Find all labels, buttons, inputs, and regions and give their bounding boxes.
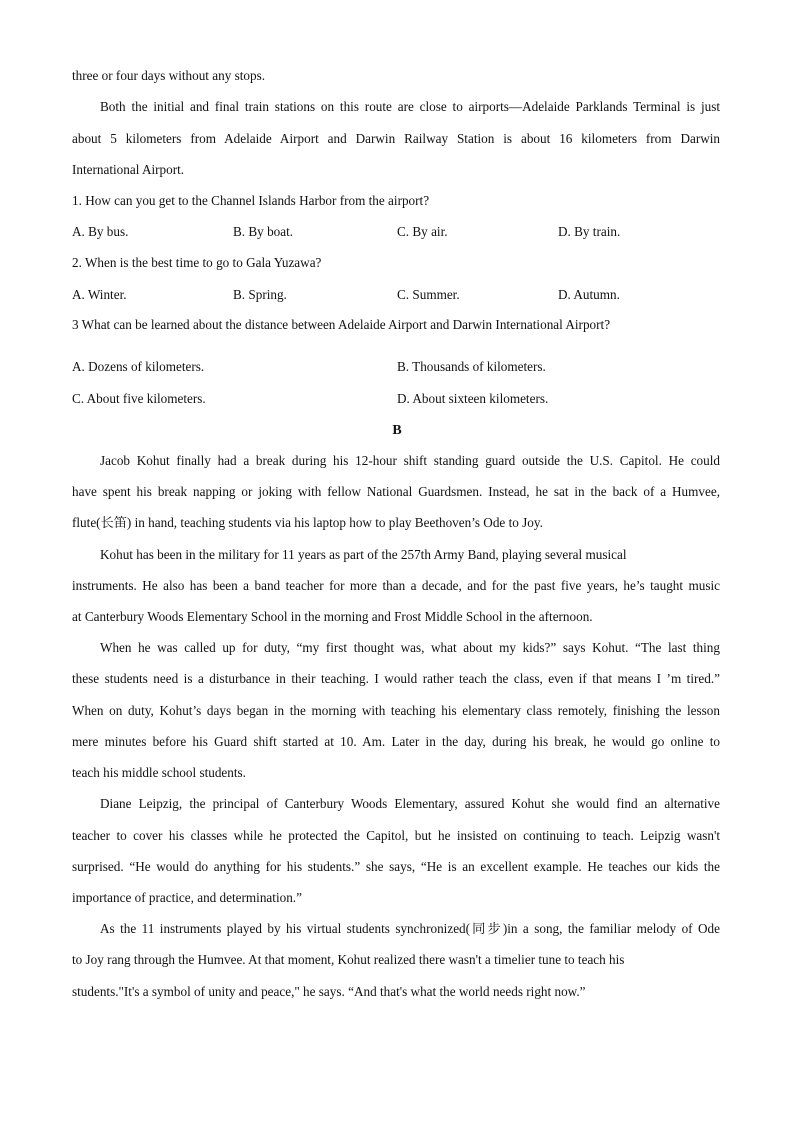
passage-b-line: at Canterbury Woods Elementary School in the morning and Frost Middle School in the afternoon. xyxy=(72,609,593,624)
passage-a-line: three or four days without any stops. xyxy=(72,68,266,83)
passage-b-line: When he was called up for duty, “my first thought was, what about my kids?” says Kohut. “The last thing xyxy=(100,640,720,655)
passage-b-line: Diane Leipzig, the principal of Canterbury Woods Elementary, assured Kohut she would find an alternative xyxy=(100,796,720,811)
passage-b-line: these students need is a disturbance in their teaching. I would rather teach the class, even if that means I ’m tired.” xyxy=(72,671,720,686)
question-1-option-c: C. By air. xyxy=(397,224,448,239)
passage-b-line: surprised. “He would do anything for his students.” she says, “He is an excellent example. He teaches our kids the xyxy=(72,859,720,874)
passage-b-line: importance of practice, and determination.” xyxy=(72,890,302,905)
passage-b-line: have spent his break napping or joking with fellow National Guardsmen. Instead, he sat in the back of a Humvee, xyxy=(72,484,720,499)
passage-a-line: about 5 kilometers from Adelaide Airport and Darwin Railway Station is about 16 kilometers from Darwin xyxy=(72,131,720,146)
passage-b-line: instruments. He also has been a band teacher for more than a decade, and for the past five years, he’s taught music xyxy=(72,578,720,593)
question-1-option-a: A. By bus. xyxy=(72,224,129,239)
passage-b-line: Kohut has been in the military for 11 years as part of the 257th Army Band, playing several musical xyxy=(100,547,627,562)
passage-b-line: flute(长笛) in hand, teaching students via his laptop how to play Beethoven’s Ode to Joy. xyxy=(72,515,543,530)
question-1-option-b: B. By boat. xyxy=(233,224,294,239)
question-2-option-c: C. Summer. xyxy=(397,287,460,302)
question-1-option-d: D. By train. xyxy=(558,224,621,239)
question-3-option-d: D. About sixteen kilometers. xyxy=(397,391,549,406)
question-2-stem: 2. When is the best time to go to Gala Yuzawa? xyxy=(72,255,322,270)
passage-b-line: Jacob Kohut finally had a break during his 12-hour shift standing guard outside the U.S. Capitol. He could xyxy=(100,453,720,468)
question-3-option-a: A. Dozens of kilometers. xyxy=(72,359,205,374)
question-3-option-b: B. Thousands of kilometers. xyxy=(397,359,546,374)
question-3-option-c: C. About five kilometers. xyxy=(72,391,206,406)
passage-b-line: mere minutes before his Guard shift started at 10. Am. Later in the day, during his break, he would go online to xyxy=(72,734,720,749)
passage-b-line: students."It's a symbol of unity and peace," he says. “And that's what the world needs right now.” xyxy=(72,984,586,999)
question-3-stem: 3 What can be learned about the distance between Adelaide Airport and Darwin International Airport? xyxy=(72,317,611,332)
question-2-option-d: D. Autumn. xyxy=(558,287,620,302)
question-2-option-b: B. Spring. xyxy=(233,287,287,302)
passage-a-line: International Airport. xyxy=(72,162,185,177)
section-b-heading: B xyxy=(392,423,402,438)
passage-b-line: teacher to cover his classes while he protected the Capitol, but he insisted on continuing to teach. Leipzig wasn't xyxy=(72,828,720,843)
passage-a-line: Both the initial and final train stations on this route are close to airports—Adelaide Parklands Terminal is just xyxy=(100,99,720,114)
passage-b-line: to Joy rang through the Humvee. At that moment, Kohut realized there wasn't a timelier tune to teach his xyxy=(72,952,625,967)
passage-b-line: When on duty, Kohut’s days began in the morning with teaching his elementary class remotely, finishing the lesson xyxy=(72,703,720,718)
question-1-stem: 1. How can you get to the Channel Islands Harbor from the airport? xyxy=(72,193,430,208)
question-2-option-a: A. Winter. xyxy=(72,287,127,302)
passage-b-line: teach his middle school students. xyxy=(72,765,246,780)
passage-b-line: As the 11 instruments played by his virtual students synchronized(同步)in a song, the familiar melody of Ode xyxy=(100,921,720,936)
